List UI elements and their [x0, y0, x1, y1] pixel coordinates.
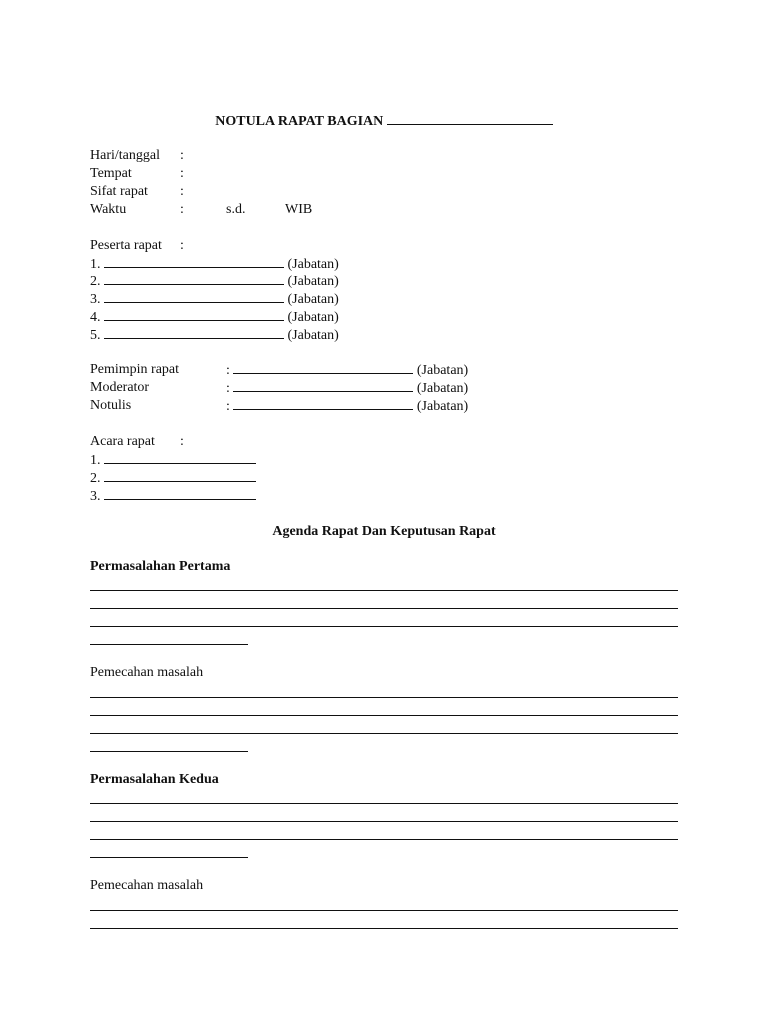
moderator-label: Moderator [90, 380, 150, 395]
document-title [0, 112, 768, 131]
peserta-label: Peserta rapat [90, 238, 162, 253]
peserta-blank-line [104, 308, 284, 321]
pemimpin-rapat-label: Pemimpin rapat [90, 362, 180, 377]
peserta-item [90, 290, 339, 309]
peserta-role: (Jabatan) [287, 257, 339, 272]
acara-number: 3. [90, 489, 101, 504]
hari-tanggal-label: Hari/tanggal [90, 148, 160, 163]
moderator-blank-line [233, 379, 413, 392]
sifat-rapat-label: Sifat rapat [90, 184, 148, 199]
writing-line [90, 626, 678, 627]
waktu-label: Waktu [90, 202, 127, 217]
writing-line-short [90, 857, 248, 858]
writing-line [90, 803, 678, 804]
tempat-label: Tempat [90, 166, 132, 181]
writing-line [90, 715, 678, 716]
writing-line [90, 928, 678, 929]
peserta-number: 5. [90, 328, 101, 343]
solution-1-heading: Pemecahan masalah [90, 665, 204, 680]
writing-line [90, 733, 678, 734]
acara-item [90, 487, 256, 506]
waktu-wib: WIB [285, 202, 313, 217]
writing-line [90, 697, 678, 698]
tempat-colon: : [180, 166, 184, 181]
notulis-label: Notulis [90, 398, 132, 413]
peserta-colon: : [180, 238, 184, 253]
waktu-sd: s.d. [226, 202, 246, 217]
writing-line [90, 910, 678, 911]
writing-line [90, 608, 678, 609]
moderator-colon: : [226, 381, 230, 396]
peserta-blank-line [104, 255, 284, 268]
notulis-field [226, 397, 468, 416]
peserta-blank-line [104, 290, 284, 303]
peserta-item [90, 308, 339, 327]
peserta-blank-line [104, 326, 284, 339]
pemimpin-rapat-field [226, 361, 468, 380]
moderator-field [226, 379, 468, 398]
acara-label: Acara rapat [90, 434, 155, 449]
pemimpin-rapat-colon: : [226, 363, 230, 378]
hari-tanggal-colon: : [180, 148, 184, 163]
peserta-blank-line [104, 272, 284, 285]
acara-blank-line [104, 487, 256, 500]
writing-line [90, 821, 678, 822]
solution-2-heading: Pemecahan masalah [90, 878, 204, 893]
acara-colon: : [180, 434, 184, 449]
pemimpin-rapat-role: (Jabatan) [416, 363, 469, 378]
writing-line [90, 839, 678, 840]
peserta-role: (Jabatan) [287, 292, 339, 307]
notulis-role: (Jabatan) [416, 399, 469, 414]
waktu-colon: : [180, 202, 184, 217]
problem-2-heading: Permasalahan Kedua [90, 772, 219, 787]
peserta-role: (Jabatan) [287, 274, 339, 289]
writing-line-short [90, 644, 248, 645]
peserta-role: (Jabatan) [287, 328, 339, 343]
title-blank-line [387, 112, 553, 125]
peserta-number: 3. [90, 292, 101, 307]
writing-line [90, 590, 678, 591]
acara-blank-line [104, 469, 256, 482]
peserta-number: 1. [90, 257, 101, 272]
peserta-role: (Jabatan) [287, 310, 339, 325]
notulis-blank-line [233, 397, 413, 410]
notulis-colon: : [226, 399, 230, 414]
acara-item [90, 469, 256, 488]
acara-blank-line [104, 451, 256, 464]
peserta-number: 4. [90, 310, 101, 325]
pemimpin-rapat-blank-line [233, 361, 413, 374]
sifat-rapat-colon: : [180, 184, 184, 199]
peserta-number: 2. [90, 274, 101, 289]
problem-1-heading: Permasalahan Pertama [90, 559, 231, 574]
acara-number: 2. [90, 471, 101, 486]
agenda-heading: Agenda Rapat Dan Keputusan Rapat [272, 524, 496, 539]
acara-number: 1. [90, 453, 101, 468]
peserta-item [90, 326, 339, 345]
peserta-item [90, 272, 339, 291]
writing-line-short [90, 751, 248, 752]
moderator-role: (Jabatan) [416, 381, 469, 396]
title-text: NOTULA RAPAT BAGIAN [215, 114, 384, 129]
acara-item [90, 451, 256, 470]
